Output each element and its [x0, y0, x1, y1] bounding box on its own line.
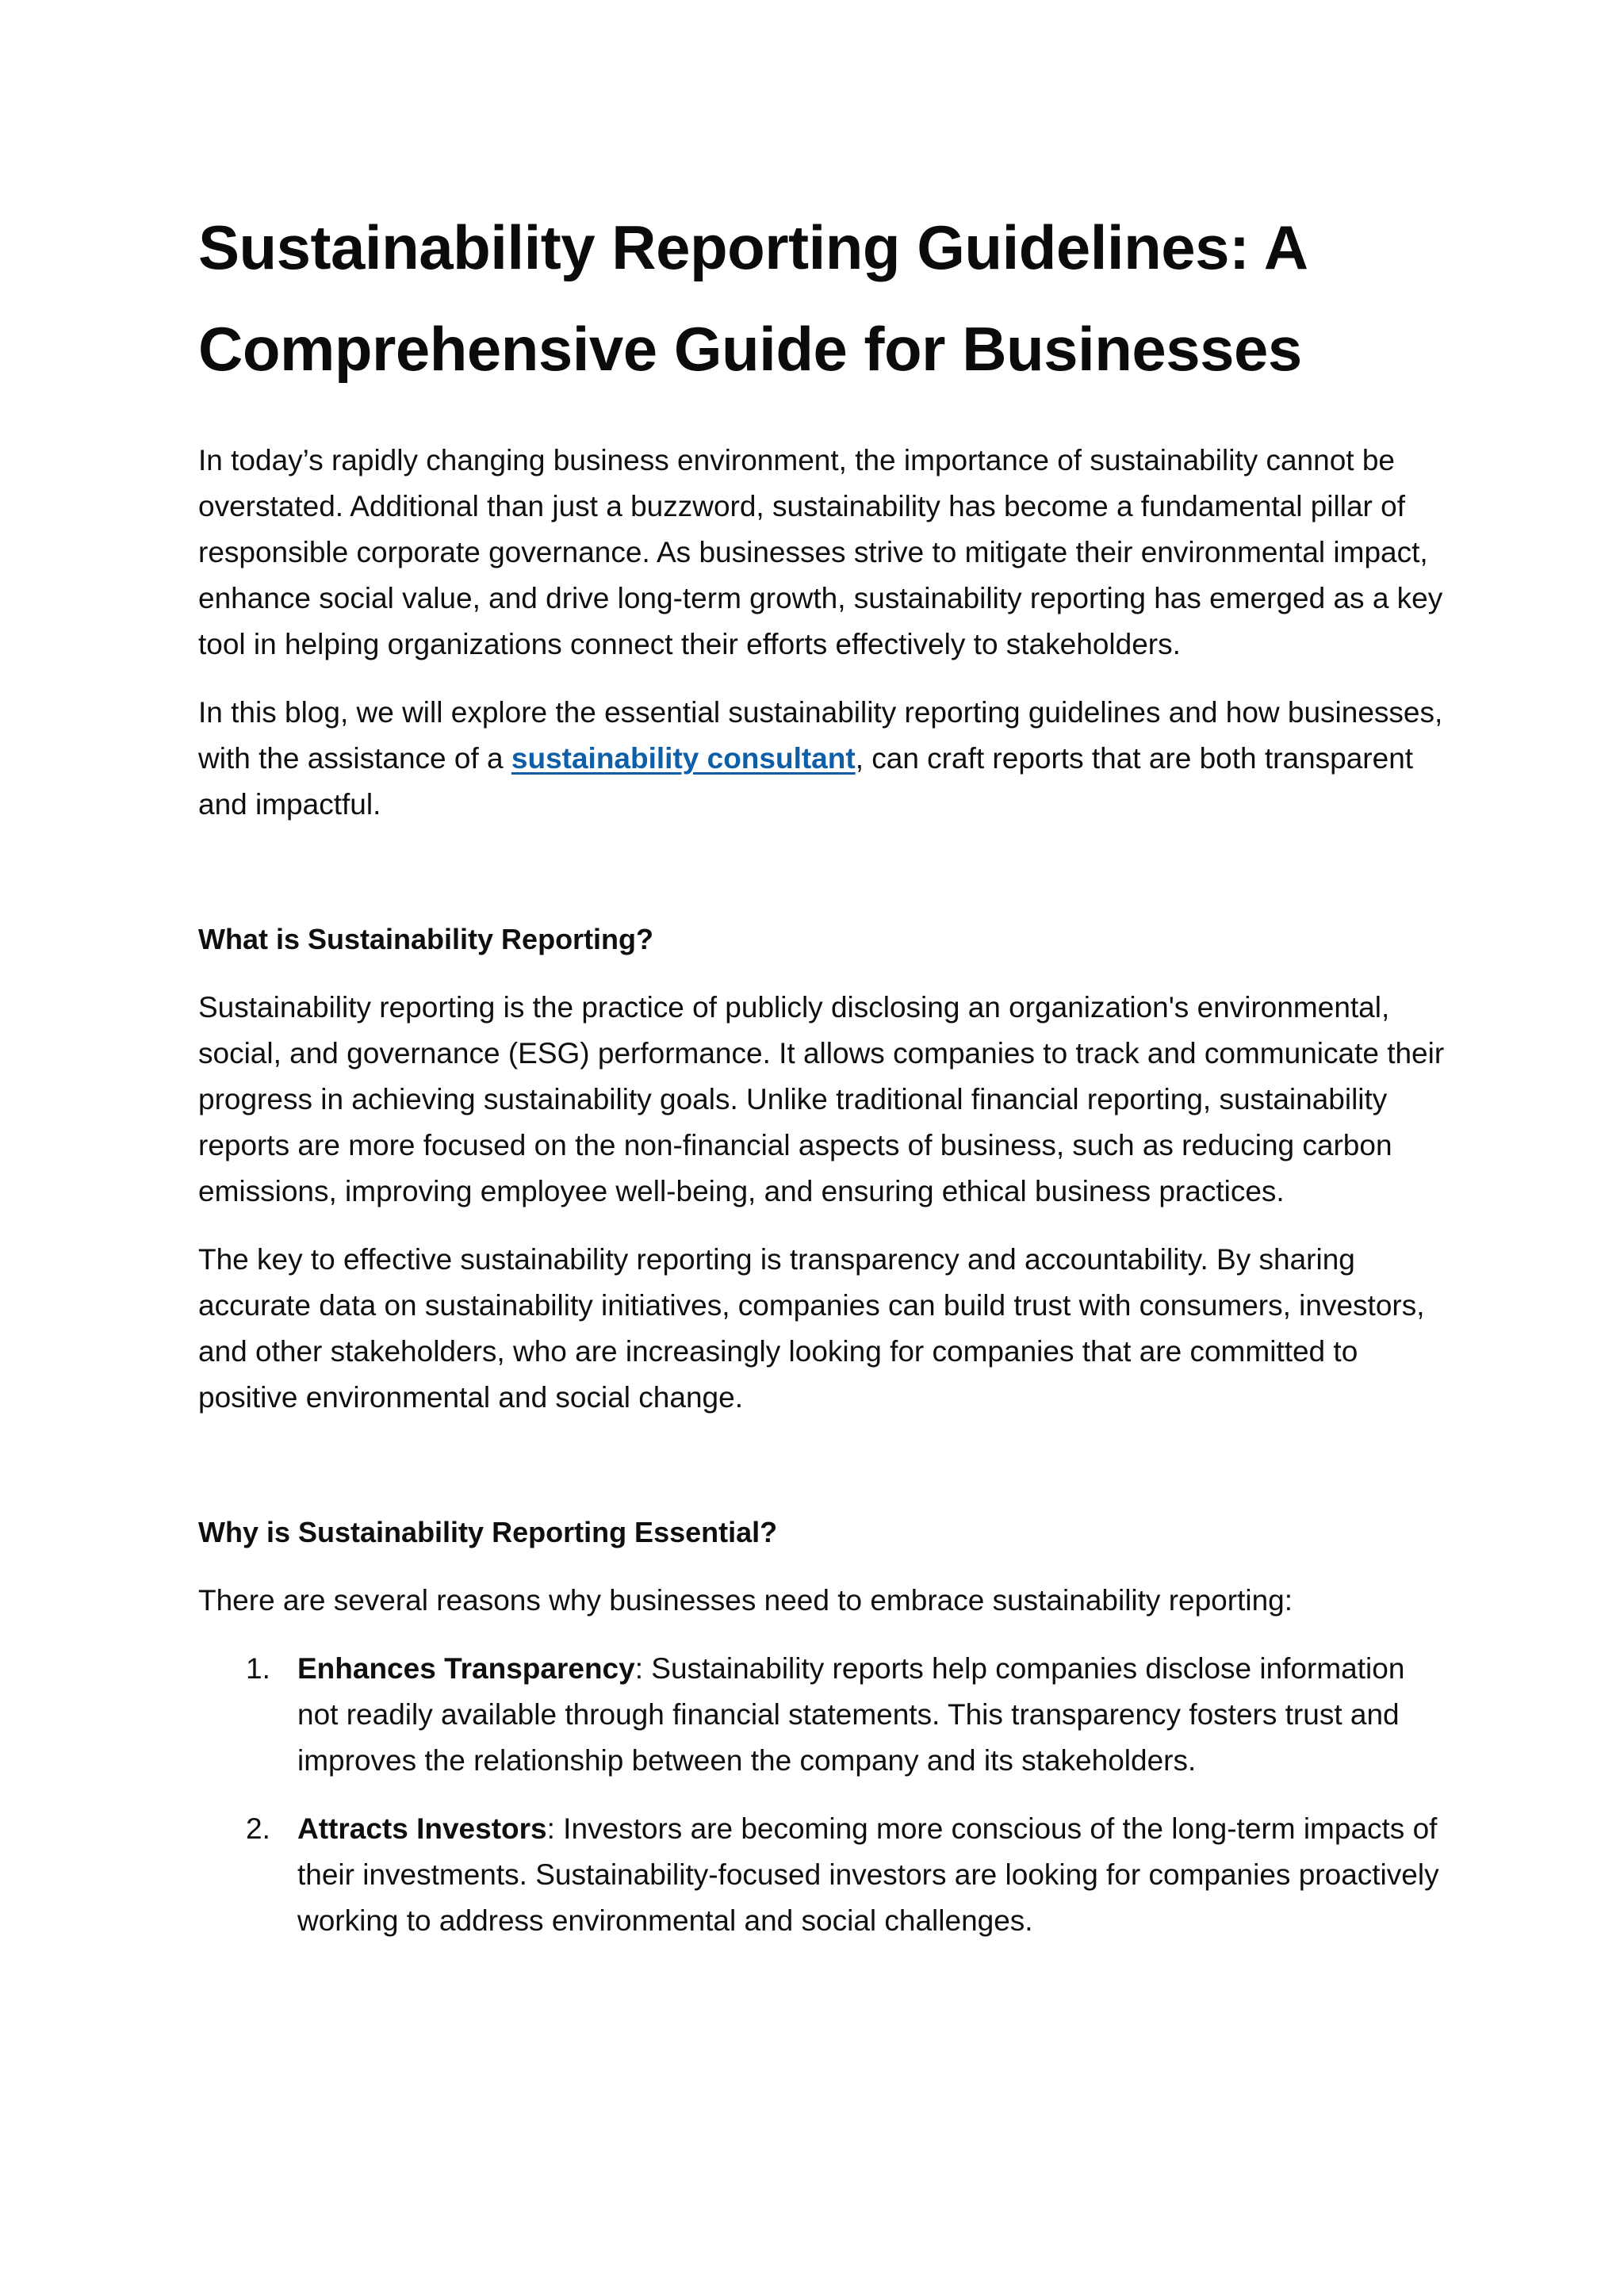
list-item-number: 1.: [246, 1652, 270, 1685]
document-page: [198, 197, 1451, 1966]
reasons-list: [198, 1646, 1451, 1944]
why-intro-paragraph: There are several reasons why businesses need to embrace sustainability reporting:: [198, 1584, 1293, 1617]
intro-paragraph-1: In today’s rapidly changing business environment, the importance of sustainability cannot be overstated. Additional than just a buzzword, sustainability has become a fundamental pillar of responsible corporate governance. As businesses strive to mitigate their environmental impact, enhance social value, and drive long-term growth, sustainability reporting has emerged as a key tool in helping organizations connect their efforts effectively to stakeholders.: [198, 444, 1443, 660]
list-item-text: : Investors are becoming more conscious of the long-term impacts of their investments. Sustainability-focused investors are looking for companies proactively working to address environmental and social challenges.: [297, 1812, 1439, 1937]
list-item: [198, 1806, 1451, 1944]
what-paragraph-1: Sustainability reporting is the practice of publicly disclosing an organization's environmental, social, and governance (ESG) performance. It allows companies to track and communicate their progress in achieving sustainability goals. Unlike traditional financial reporting, sustainability reports are more focused on the non-financial aspects of business, such as reducing carbon emissions, improving employee well-being, and ensuring ethical business practices.: [198, 991, 1445, 1207]
intro-paragraph-2-start: In this blog, we will explore the essential sustainability reporting guidelines and how businesses, with the assistance of a: [198, 696, 1443, 775]
list-item-number: 2.: [246, 1812, 270, 1845]
list-item: [198, 1646, 1451, 1784]
list-item-term: Attracts Investors: [297, 1812, 547, 1845]
section-heading-what: What is Sustainability Reporting?: [198, 923, 654, 955]
list-item-term: Enhances Transparency: [297, 1652, 635, 1685]
section-heading-why: Why is Sustainability Reporting Essential?: [198, 1516, 778, 1548]
what-paragraph-2: The key to effective sustainability reporting is transparency and accountability. By sharing accurate data on sustainability initiatives, companies can build trust with consumers, investors, and other stakeholders, who are increasingly looking for companies that are committed to positive environmental and social change.: [198, 1243, 1425, 1414]
list-item-text: : Sustainability reports help companies disclose information not readily available through financial statements. This transparency fosters trust and improves the relationship between the company and its stakeholders.: [297, 1652, 1405, 1777]
page-title: Sustainability Reporting Guidelines: A Comprehensive Guide for Businesses: [198, 212, 1306, 384]
intro-paragraph-2: [198, 690, 1451, 828]
sustainability-consultant-link[interactable]: sustainability consultant: [511, 742, 856, 775]
intro-paragraph-2-end: , can craft reports that are both transparent and impactful.: [198, 742, 1414, 821]
